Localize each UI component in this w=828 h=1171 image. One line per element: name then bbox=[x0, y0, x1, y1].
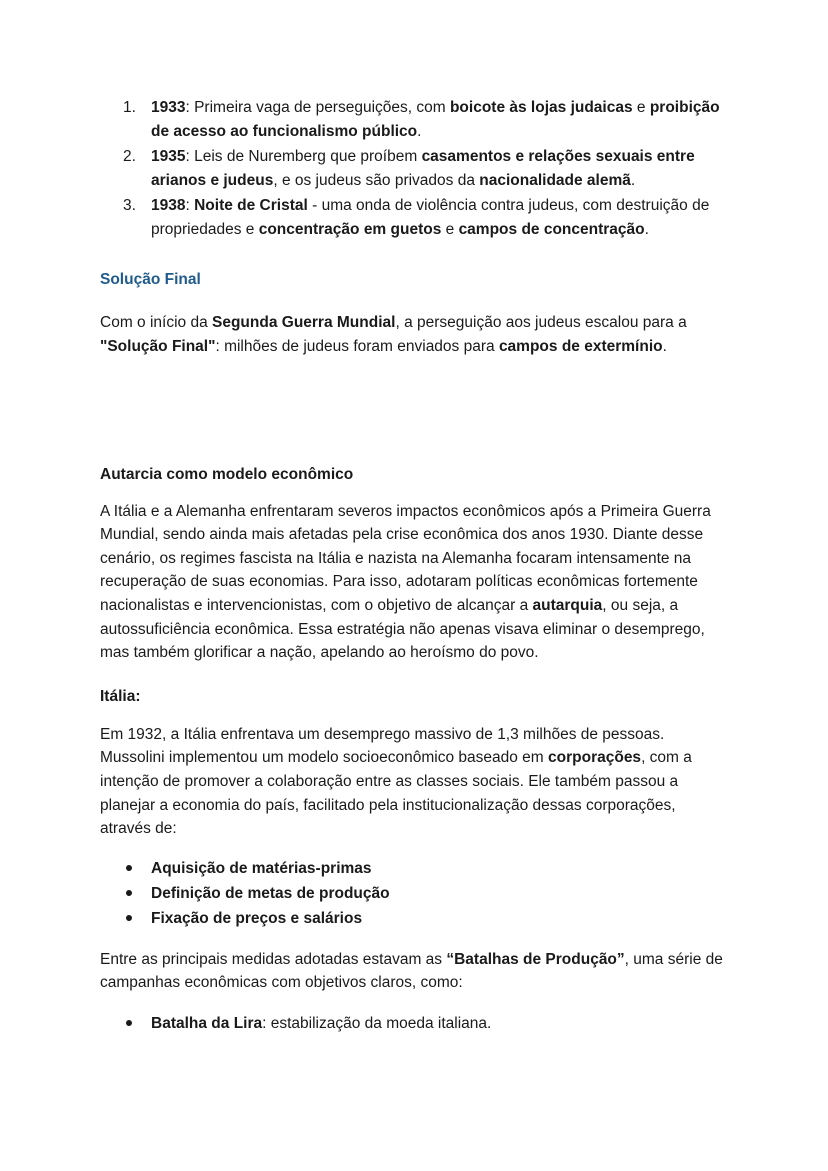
text: . bbox=[644, 221, 649, 239]
bold-text: corporações bbox=[548, 749, 642, 767]
bold-text: campos de extermínio bbox=[498, 338, 663, 356]
text: : milhões de judeus foram enviados para bbox=[215, 338, 499, 356]
bold-text: Batalha da Lira bbox=[151, 1014, 263, 1032]
year: 1933 bbox=[151, 99, 186, 116]
paragraph-batalhas bbox=[100, 948, 730, 995]
text: , ou seja, a autossuficiência econômica. Essa estratégia não apenas visava eliminar o desemprego, mas também glorificar a nação, apelando ao heroísmo do povo. bbox=[100, 597, 705, 662]
bold-text: autarquia bbox=[532, 597, 603, 614]
list-item: Fixação de preços e salários bbox=[100, 906, 730, 931]
text: , a perseguição aos judeus escalou para a bbox=[395, 314, 687, 332]
bold-text: Noite de Cristal bbox=[194, 196, 308, 214]
text: Em 1932, a Itália enfrentava um desemprego massivo de 1,3 milhões de pessoas. Mussolini implementou um modelo socioeconômico baseado em bbox=[100, 725, 665, 767]
list-item bbox=[100, 145, 730, 194]
text: : Leis de Nuremberg que proíbem bbox=[185, 147, 422, 165]
text: Entre as principais medidas adotadas estavam as bbox=[100, 950, 447, 968]
paragraph-solucao bbox=[100, 311, 730, 358]
list-number: 2. bbox=[123, 147, 136, 165]
text: : estabilização da moeda italiana. bbox=[262, 1014, 492, 1032]
text: , uma série de campanhas econômicas com objetivos claros, como: bbox=[100, 950, 723, 992]
text: e bbox=[441, 221, 459, 239]
text: A Itália e a Alemanha enfrentaram severos impactos econômicos após a Primeira Guerra Mundial, sendo ainda mais afetadas pela crise econômica dos anos 1930. Diante desse cenário, os regimes fascista na Itália e nazista na Alemanha focaram intensamente na recuperação de suas economias. Para isso, adotaram políticas econômicas fortemente nacionalistas e intervencionistas, com o objetivo de alcançar a bbox=[100, 502, 711, 614]
list-item: Aquisição de matérias-primas bbox=[100, 856, 730, 881]
batalhas-list bbox=[100, 1011, 730, 1036]
list-item bbox=[100, 96, 730, 145]
persecution-timeline bbox=[100, 96, 730, 242]
bold-text: proibição de acesso ao funcionalismo público bbox=[151, 99, 720, 141]
paragraph-autarcia bbox=[100, 500, 730, 665]
text: - uma onda de violência contra judeus, com destruição de propriedades e bbox=[151, 196, 710, 239]
section-heading-italia: Itália: bbox=[100, 687, 141, 705]
bold-text: campos de concentração bbox=[458, 221, 645, 239]
planning-list bbox=[100, 856, 730, 931]
text: e bbox=[632, 99, 650, 116]
list-number: 3. bbox=[123, 196, 136, 214]
bold-text: nacionalidade alemã bbox=[479, 172, 631, 190]
text: Com o início da bbox=[100, 314, 212, 332]
paragraph-italia bbox=[100, 723, 730, 841]
text: , e os judeus são privados da bbox=[273, 172, 480, 190]
text: . bbox=[417, 123, 422, 141]
bold-text: Segunda Guerra Mundial bbox=[212, 314, 396, 332]
section-heading-solucao-final: Solução Final bbox=[100, 271, 201, 289]
text: . bbox=[662, 338, 667, 356]
text: : Primeira vaga de perseguições, com bbox=[185, 99, 450, 116]
year: 1938 bbox=[151, 196, 186, 214]
list-item: Definição de metas de produção bbox=[100, 881, 730, 906]
year: 1935 bbox=[151, 147, 186, 165]
text: , com a intenção de promover a colaboração entre as classes sociais. Ele também passou a planejar a economia do país, facilitado pela institucionalização dessas corporações, através de: bbox=[100, 749, 692, 838]
section-heading-autarcia: Autarcia como modelo econômico bbox=[100, 465, 354, 483]
bold-text: “Batalhas de Produção” bbox=[446, 950, 625, 968]
list-item bbox=[100, 1011, 730, 1036]
list-item bbox=[100, 194, 730, 243]
bold-text: casamentos e relações sexuais entre arianos e judeus bbox=[151, 147, 695, 190]
bold-text: concentração em guetos bbox=[258, 221, 442, 239]
bold-text: "Solução Final" bbox=[100, 338, 216, 356]
list-number: 1. bbox=[123, 99, 136, 116]
text: : bbox=[185, 196, 195, 214]
text: . bbox=[630, 172, 636, 190]
bold-text: boicote às lojas judaicas bbox=[449, 99, 633, 116]
